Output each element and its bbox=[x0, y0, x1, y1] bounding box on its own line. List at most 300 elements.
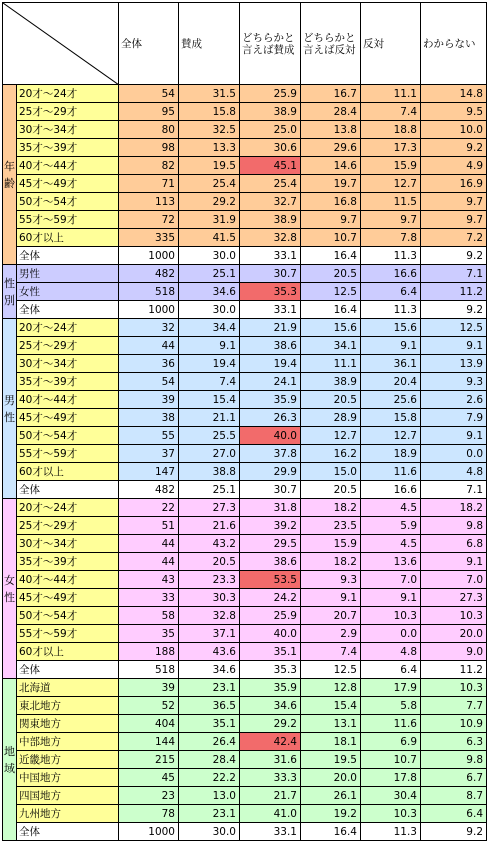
value-cell: 32.8 bbox=[179, 607, 240, 625]
table-row bbox=[3, 373, 487, 391]
value-cell: 6.8 bbox=[421, 535, 487, 553]
value-cell: 18.1 bbox=[301, 733, 361, 751]
value-cell: 80 bbox=[119, 121, 179, 139]
value-cell: 9.3 bbox=[421, 373, 487, 391]
value-cell: 9.5 bbox=[421, 103, 487, 121]
value-cell: 27.3 bbox=[421, 589, 487, 607]
value-cell: 20.5 bbox=[301, 265, 361, 283]
value-cell: 11.3 bbox=[361, 247, 421, 265]
value-cell: 13.6 bbox=[361, 553, 421, 571]
value-cell: 10.0 bbox=[421, 121, 487, 139]
value-cell: 9.7 bbox=[301, 211, 361, 229]
value-cell: 24.1 bbox=[240, 373, 301, 391]
value-cell: 38 bbox=[119, 409, 179, 427]
table-row-total bbox=[3, 247, 487, 265]
value-cell: 27.3 bbox=[179, 499, 240, 517]
table-row bbox=[3, 355, 487, 373]
table-body bbox=[3, 85, 487, 841]
value-cell: 10.3 bbox=[361, 607, 421, 625]
value-cell: 33.1 bbox=[240, 823, 301, 841]
row-label: 20才〜24才 bbox=[17, 85, 119, 103]
table-row bbox=[3, 265, 487, 283]
value-cell: 38.9 bbox=[240, 103, 301, 121]
value-cell: 30.3 bbox=[179, 589, 240, 607]
row-label: 九州地方 bbox=[17, 805, 119, 823]
value-cell: 11.5 bbox=[361, 193, 421, 211]
row-label: 25才〜29才 bbox=[17, 337, 119, 355]
group-label-text: 性 別 bbox=[4, 276, 15, 307]
value-cell: 12.5 bbox=[421, 319, 487, 337]
header-agree: 賛成 bbox=[179, 3, 240, 85]
row-label: 60才以上 bbox=[17, 229, 119, 247]
row-label: 30才〜34才 bbox=[17, 121, 119, 139]
row-label: 35才〜39才 bbox=[17, 139, 119, 157]
value-cell: 6.4 bbox=[361, 283, 421, 301]
table-row bbox=[3, 625, 487, 643]
table-row-total bbox=[3, 301, 487, 319]
row-label: 30才〜34才 bbox=[17, 535, 119, 553]
value-cell: 10.3 bbox=[421, 679, 487, 697]
value-cell: 32.5 bbox=[179, 121, 240, 139]
corner-cell bbox=[3, 3, 119, 85]
value-cell: 28.4 bbox=[301, 103, 361, 121]
value-cell: 4.5 bbox=[361, 535, 421, 553]
value-cell: 31.9 bbox=[179, 211, 240, 229]
value-cell: 72 bbox=[119, 211, 179, 229]
value-cell: 20.0 bbox=[421, 625, 487, 643]
value-cell: 10.9 bbox=[421, 715, 487, 733]
value-cell: 37.1 bbox=[179, 625, 240, 643]
value-cell: 16.4 bbox=[301, 301, 361, 319]
value-cell: 11.3 bbox=[361, 823, 421, 841]
value-cell: 54 bbox=[119, 85, 179, 103]
value-cell: 19.7 bbox=[301, 175, 361, 193]
value-cell: 7.0 bbox=[421, 571, 487, 589]
value-cell: 144 bbox=[119, 733, 179, 751]
row-label: 20才〜24才 bbox=[17, 319, 119, 337]
value-cell: 35.1 bbox=[240, 643, 301, 661]
value-cell: 26.1 bbox=[301, 787, 361, 805]
value-cell: 15.4 bbox=[301, 697, 361, 715]
value-cell: 23.3 bbox=[179, 571, 240, 589]
value-cell: 12.7 bbox=[361, 175, 421, 193]
header-somewhat-disagree: どちらかと 言えば反対 bbox=[301, 3, 361, 85]
value-cell: 12.7 bbox=[361, 427, 421, 445]
table-row bbox=[3, 121, 487, 139]
value-cell: 9.8 bbox=[421, 517, 487, 535]
table-row bbox=[3, 211, 487, 229]
value-cell: 4.9 bbox=[421, 157, 487, 175]
value-cell: 11.1 bbox=[301, 355, 361, 373]
value-cell: 28.9 bbox=[301, 409, 361, 427]
row-label: 55才〜59才 bbox=[17, 445, 119, 463]
table-row bbox=[3, 283, 487, 301]
value-cell: 38.8 bbox=[179, 463, 240, 481]
row-label: 40才〜44才 bbox=[17, 571, 119, 589]
table-row bbox=[3, 751, 487, 769]
value-cell: 82 bbox=[119, 157, 179, 175]
value-cell: 9.1 bbox=[421, 553, 487, 571]
row-label: 25才〜29才 bbox=[17, 103, 119, 121]
row-label: 四国地方 bbox=[17, 787, 119, 805]
value-cell: 25.5 bbox=[179, 427, 240, 445]
value-cell: 335 bbox=[119, 229, 179, 247]
value-cell: 16.4 bbox=[301, 247, 361, 265]
table-row bbox=[3, 769, 487, 787]
value-cell: 21.6 bbox=[179, 517, 240, 535]
value-cell: 38.6 bbox=[240, 553, 301, 571]
value-cell: 188 bbox=[119, 643, 179, 661]
table-row bbox=[3, 643, 487, 661]
value-cell: 29.2 bbox=[240, 715, 301, 733]
header-somewhat-agree: どちらかと 言えば賛成 bbox=[240, 3, 301, 85]
value-cell: 33.1 bbox=[240, 247, 301, 265]
table-row bbox=[3, 427, 487, 445]
value-cell: 13.9 bbox=[421, 355, 487, 373]
value-cell: 35.1 bbox=[179, 715, 240, 733]
value-cell: 33.3 bbox=[240, 769, 301, 787]
value-cell: 10.7 bbox=[361, 751, 421, 769]
value-cell: 15.8 bbox=[361, 409, 421, 427]
table-row bbox=[3, 337, 487, 355]
value-cell: 36.5 bbox=[179, 697, 240, 715]
value-cell: 6.3 bbox=[421, 733, 487, 751]
value-cell: 21.1 bbox=[179, 409, 240, 427]
value-cell: 7.4 bbox=[179, 373, 240, 391]
value-cell: 19.5 bbox=[301, 751, 361, 769]
row-label: 35才〜39才 bbox=[17, 373, 119, 391]
value-cell: 0.0 bbox=[421, 445, 487, 463]
value-cell: 25.6 bbox=[361, 391, 421, 409]
header-total: 全体 bbox=[119, 3, 179, 85]
value-cell: 6.4 bbox=[361, 661, 421, 679]
value-cell: 4.8 bbox=[361, 643, 421, 661]
value-cell: 9.2 bbox=[421, 823, 487, 841]
value-cell: 11.6 bbox=[361, 463, 421, 481]
value-cell: 39 bbox=[119, 391, 179, 409]
value-cell: 51 bbox=[119, 517, 179, 535]
value-cell: 29.6 bbox=[301, 139, 361, 157]
value-cell: 7.2 bbox=[421, 229, 487, 247]
table-row bbox=[3, 571, 487, 589]
value-cell: 9.7 bbox=[361, 211, 421, 229]
value-cell: 7.0 bbox=[361, 571, 421, 589]
table-row bbox=[3, 679, 487, 697]
value-cell: 17.3 bbox=[361, 139, 421, 157]
row-label: 全体 bbox=[17, 823, 119, 841]
value-cell: 25.1 bbox=[179, 265, 240, 283]
value-cell: 38.9 bbox=[240, 211, 301, 229]
value-cell: 9.1 bbox=[301, 589, 361, 607]
value-cell: 32.7 bbox=[240, 193, 301, 211]
value-cell: 34.6 bbox=[179, 661, 240, 679]
table-row bbox=[3, 787, 487, 805]
value-cell: 33.1 bbox=[240, 301, 301, 319]
value-cell: 18.9 bbox=[361, 445, 421, 463]
value-cell: 9.1 bbox=[421, 337, 487, 355]
value-cell: 45 bbox=[119, 769, 179, 787]
value-cell: 2.6 bbox=[421, 391, 487, 409]
value-cell: 25.0 bbox=[240, 121, 301, 139]
row-label: 50才〜54才 bbox=[17, 193, 119, 211]
value-cell: 25.9 bbox=[240, 607, 301, 625]
value-cell: 7.4 bbox=[361, 103, 421, 121]
value-cell: 52 bbox=[119, 697, 179, 715]
value-cell: 147 bbox=[119, 463, 179, 481]
value-cell: 35.3 bbox=[240, 661, 301, 679]
value-cell: 40.0 bbox=[240, 625, 301, 643]
value-cell: 53.5 bbox=[240, 571, 301, 589]
table-row bbox=[3, 229, 487, 247]
row-label: 50才〜54才 bbox=[17, 607, 119, 625]
table-row bbox=[3, 517, 487, 535]
value-cell: 23.1 bbox=[179, 805, 240, 823]
value-cell: 15.9 bbox=[361, 157, 421, 175]
table-row-total bbox=[3, 661, 487, 679]
value-cell: 44 bbox=[119, 535, 179, 553]
value-cell: 15.8 bbox=[179, 103, 240, 121]
value-cell: 9.1 bbox=[361, 337, 421, 355]
value-cell: 19.4 bbox=[240, 355, 301, 373]
value-cell: 25.4 bbox=[240, 175, 301, 193]
value-cell: 16.9 bbox=[421, 175, 487, 193]
value-cell: 33 bbox=[119, 589, 179, 607]
row-label: 40才〜44才 bbox=[17, 391, 119, 409]
value-cell: 37 bbox=[119, 445, 179, 463]
value-cell: 37.8 bbox=[240, 445, 301, 463]
value-cell: 12.5 bbox=[301, 661, 361, 679]
row-label: 全体 bbox=[17, 301, 119, 319]
table-row bbox=[3, 553, 487, 571]
value-cell: 31.8 bbox=[240, 499, 301, 517]
value-cell: 12.8 bbox=[301, 679, 361, 697]
value-cell: 45.1 bbox=[240, 157, 301, 175]
value-cell: 1000 bbox=[119, 823, 179, 841]
value-cell: 19.4 bbox=[179, 355, 240, 373]
value-cell: 7.1 bbox=[421, 481, 487, 499]
table-row bbox=[3, 715, 487, 733]
value-cell: 15.4 bbox=[179, 391, 240, 409]
table-row bbox=[3, 193, 487, 211]
value-cell: 11.1 bbox=[361, 85, 421, 103]
value-cell: 7.1 bbox=[421, 265, 487, 283]
value-cell: 25.9 bbox=[240, 85, 301, 103]
value-cell: 20.5 bbox=[301, 391, 361, 409]
value-cell: 7.7 bbox=[421, 697, 487, 715]
value-cell: 20.5 bbox=[179, 553, 240, 571]
value-cell: 9.2 bbox=[421, 301, 487, 319]
value-cell: 113 bbox=[119, 193, 179, 211]
table-row bbox=[3, 607, 487, 625]
value-cell: 14.8 bbox=[421, 85, 487, 103]
value-cell: 1000 bbox=[119, 247, 179, 265]
value-cell: 16.2 bbox=[301, 445, 361, 463]
value-cell: 17.9 bbox=[361, 679, 421, 697]
group-label-female bbox=[3, 499, 17, 679]
value-cell: 20.4 bbox=[361, 373, 421, 391]
value-cell: 16.7 bbox=[301, 85, 361, 103]
value-cell: 40.0 bbox=[240, 427, 301, 445]
table-row bbox=[3, 499, 487, 517]
value-cell: 15.6 bbox=[361, 319, 421, 337]
value-cell: 41.0 bbox=[240, 805, 301, 823]
value-cell: 30.6 bbox=[240, 139, 301, 157]
value-cell: 11.3 bbox=[361, 301, 421, 319]
value-cell: 34.4 bbox=[179, 319, 240, 337]
table-row bbox=[3, 139, 487, 157]
value-cell: 9.1 bbox=[421, 427, 487, 445]
value-cell: 404 bbox=[119, 715, 179, 733]
value-cell: 36.1 bbox=[361, 355, 421, 373]
row-label: 45才〜49才 bbox=[17, 175, 119, 193]
row-label: 東北地方 bbox=[17, 697, 119, 715]
table-row bbox=[3, 157, 487, 175]
header-dont-know: わからない bbox=[421, 3, 487, 85]
row-label: 関東地方 bbox=[17, 715, 119, 733]
value-cell: 18.2 bbox=[301, 499, 361, 517]
table-row bbox=[3, 409, 487, 427]
value-cell: 25.4 bbox=[179, 175, 240, 193]
row-label: 中国地方 bbox=[17, 769, 119, 787]
group-label-text: 女 性 bbox=[4, 573, 15, 604]
value-cell: 11.6 bbox=[361, 715, 421, 733]
value-cell: 18.2 bbox=[301, 553, 361, 571]
value-cell: 482 bbox=[119, 265, 179, 283]
table-row bbox=[3, 805, 487, 823]
table-row bbox=[3, 463, 487, 481]
value-cell: 4.5 bbox=[361, 499, 421, 517]
row-label: 60才以上 bbox=[17, 463, 119, 481]
row-label: 20才〜24才 bbox=[17, 499, 119, 517]
value-cell: 78 bbox=[119, 805, 179, 823]
value-cell: 6.4 bbox=[421, 805, 487, 823]
value-cell: 7.9 bbox=[421, 409, 487, 427]
value-cell: 5.9 bbox=[361, 517, 421, 535]
row-label: 北海道 bbox=[17, 679, 119, 697]
value-cell: 38.9 bbox=[301, 373, 361, 391]
value-cell: 10.3 bbox=[421, 607, 487, 625]
group-label-text: 地 域 bbox=[4, 744, 15, 775]
value-cell: 32.8 bbox=[240, 229, 301, 247]
group-label-gender bbox=[3, 265, 17, 319]
table-row bbox=[3, 319, 487, 337]
table-row-total bbox=[3, 823, 487, 841]
row-label: 女性 bbox=[17, 283, 119, 301]
row-label: 近畿地方 bbox=[17, 751, 119, 769]
value-cell: 9.2 bbox=[421, 247, 487, 265]
value-cell: 20.0 bbox=[301, 769, 361, 787]
value-cell: 35.3 bbox=[240, 283, 301, 301]
value-cell: 8.7 bbox=[421, 787, 487, 805]
group-label-age bbox=[3, 85, 17, 265]
table-row bbox=[3, 589, 487, 607]
value-cell: 30.0 bbox=[179, 301, 240, 319]
row-label: 50才〜54才 bbox=[17, 427, 119, 445]
value-cell: 9.0 bbox=[421, 643, 487, 661]
value-cell: 35.9 bbox=[240, 391, 301, 409]
value-cell: 215 bbox=[119, 751, 179, 769]
header-disagree: 反対 bbox=[361, 3, 421, 85]
group-label-male bbox=[3, 319, 17, 499]
value-cell: 12.7 bbox=[301, 427, 361, 445]
value-cell: 15.6 bbox=[301, 319, 361, 337]
value-cell: 12.5 bbox=[301, 283, 361, 301]
value-cell: 41.5 bbox=[179, 229, 240, 247]
row-label: 全体 bbox=[17, 661, 119, 679]
value-cell: 17.8 bbox=[361, 769, 421, 787]
value-cell: 13.8 bbox=[301, 121, 361, 139]
value-cell: 16.6 bbox=[361, 481, 421, 499]
group-label-text: 男 性 bbox=[4, 393, 15, 424]
value-cell: 35.9 bbox=[240, 679, 301, 697]
value-cell: 482 bbox=[119, 481, 179, 499]
value-cell: 43 bbox=[119, 571, 179, 589]
row-label: 40才〜44才 bbox=[17, 157, 119, 175]
value-cell: 15.9 bbox=[301, 535, 361, 553]
value-cell: 9.2 bbox=[421, 139, 487, 157]
value-cell: 7.4 bbox=[301, 643, 361, 661]
value-cell: 1000 bbox=[119, 301, 179, 319]
value-cell: 20.7 bbox=[301, 607, 361, 625]
value-cell: 22.2 bbox=[179, 769, 240, 787]
value-cell: 71 bbox=[119, 175, 179, 193]
value-cell: 23 bbox=[119, 787, 179, 805]
survey-table-container bbox=[2, 2, 487, 841]
diagonal-line-icon bbox=[3, 3, 119, 85]
group-label-region bbox=[3, 679, 17, 841]
table-row bbox=[3, 535, 487, 553]
row-label: 25才〜29才 bbox=[17, 517, 119, 535]
value-cell: 9.7 bbox=[421, 193, 487, 211]
value-cell: 4.8 bbox=[421, 463, 487, 481]
value-cell: 9.8 bbox=[421, 751, 487, 769]
value-cell: 20.5 bbox=[301, 481, 361, 499]
value-cell: 19.5 bbox=[179, 157, 240, 175]
value-cell: 32 bbox=[119, 319, 179, 337]
value-cell: 9.1 bbox=[179, 337, 240, 355]
value-cell: 29.2 bbox=[179, 193, 240, 211]
value-cell: 27.0 bbox=[179, 445, 240, 463]
value-cell: 29.5 bbox=[240, 535, 301, 553]
table-row bbox=[3, 697, 487, 715]
value-cell: 518 bbox=[119, 283, 179, 301]
value-cell: 43.2 bbox=[179, 535, 240, 553]
value-cell: 21.9 bbox=[240, 319, 301, 337]
value-cell: 24.2 bbox=[240, 589, 301, 607]
value-cell: 44 bbox=[119, 553, 179, 571]
value-cell: 14.6 bbox=[301, 157, 361, 175]
value-cell: 9.7 bbox=[421, 211, 487, 229]
table-row bbox=[3, 85, 487, 103]
value-cell: 16.4 bbox=[301, 823, 361, 841]
value-cell: 26.4 bbox=[179, 733, 240, 751]
value-cell: 19.2 bbox=[301, 805, 361, 823]
value-cell: 10.3 bbox=[361, 805, 421, 823]
value-cell: 98 bbox=[119, 139, 179, 157]
row-label: 60才以上 bbox=[17, 643, 119, 661]
value-cell: 518 bbox=[119, 661, 179, 679]
table-row bbox=[3, 175, 487, 193]
value-cell: 0.0 bbox=[361, 625, 421, 643]
value-cell: 43.6 bbox=[179, 643, 240, 661]
value-cell: 26.3 bbox=[240, 409, 301, 427]
value-cell: 22 bbox=[119, 499, 179, 517]
table-row bbox=[3, 391, 487, 409]
survey-results-table bbox=[2, 2, 487, 841]
value-cell: 34.1 bbox=[301, 337, 361, 355]
table-row bbox=[3, 103, 487, 121]
value-cell: 13.0 bbox=[179, 787, 240, 805]
